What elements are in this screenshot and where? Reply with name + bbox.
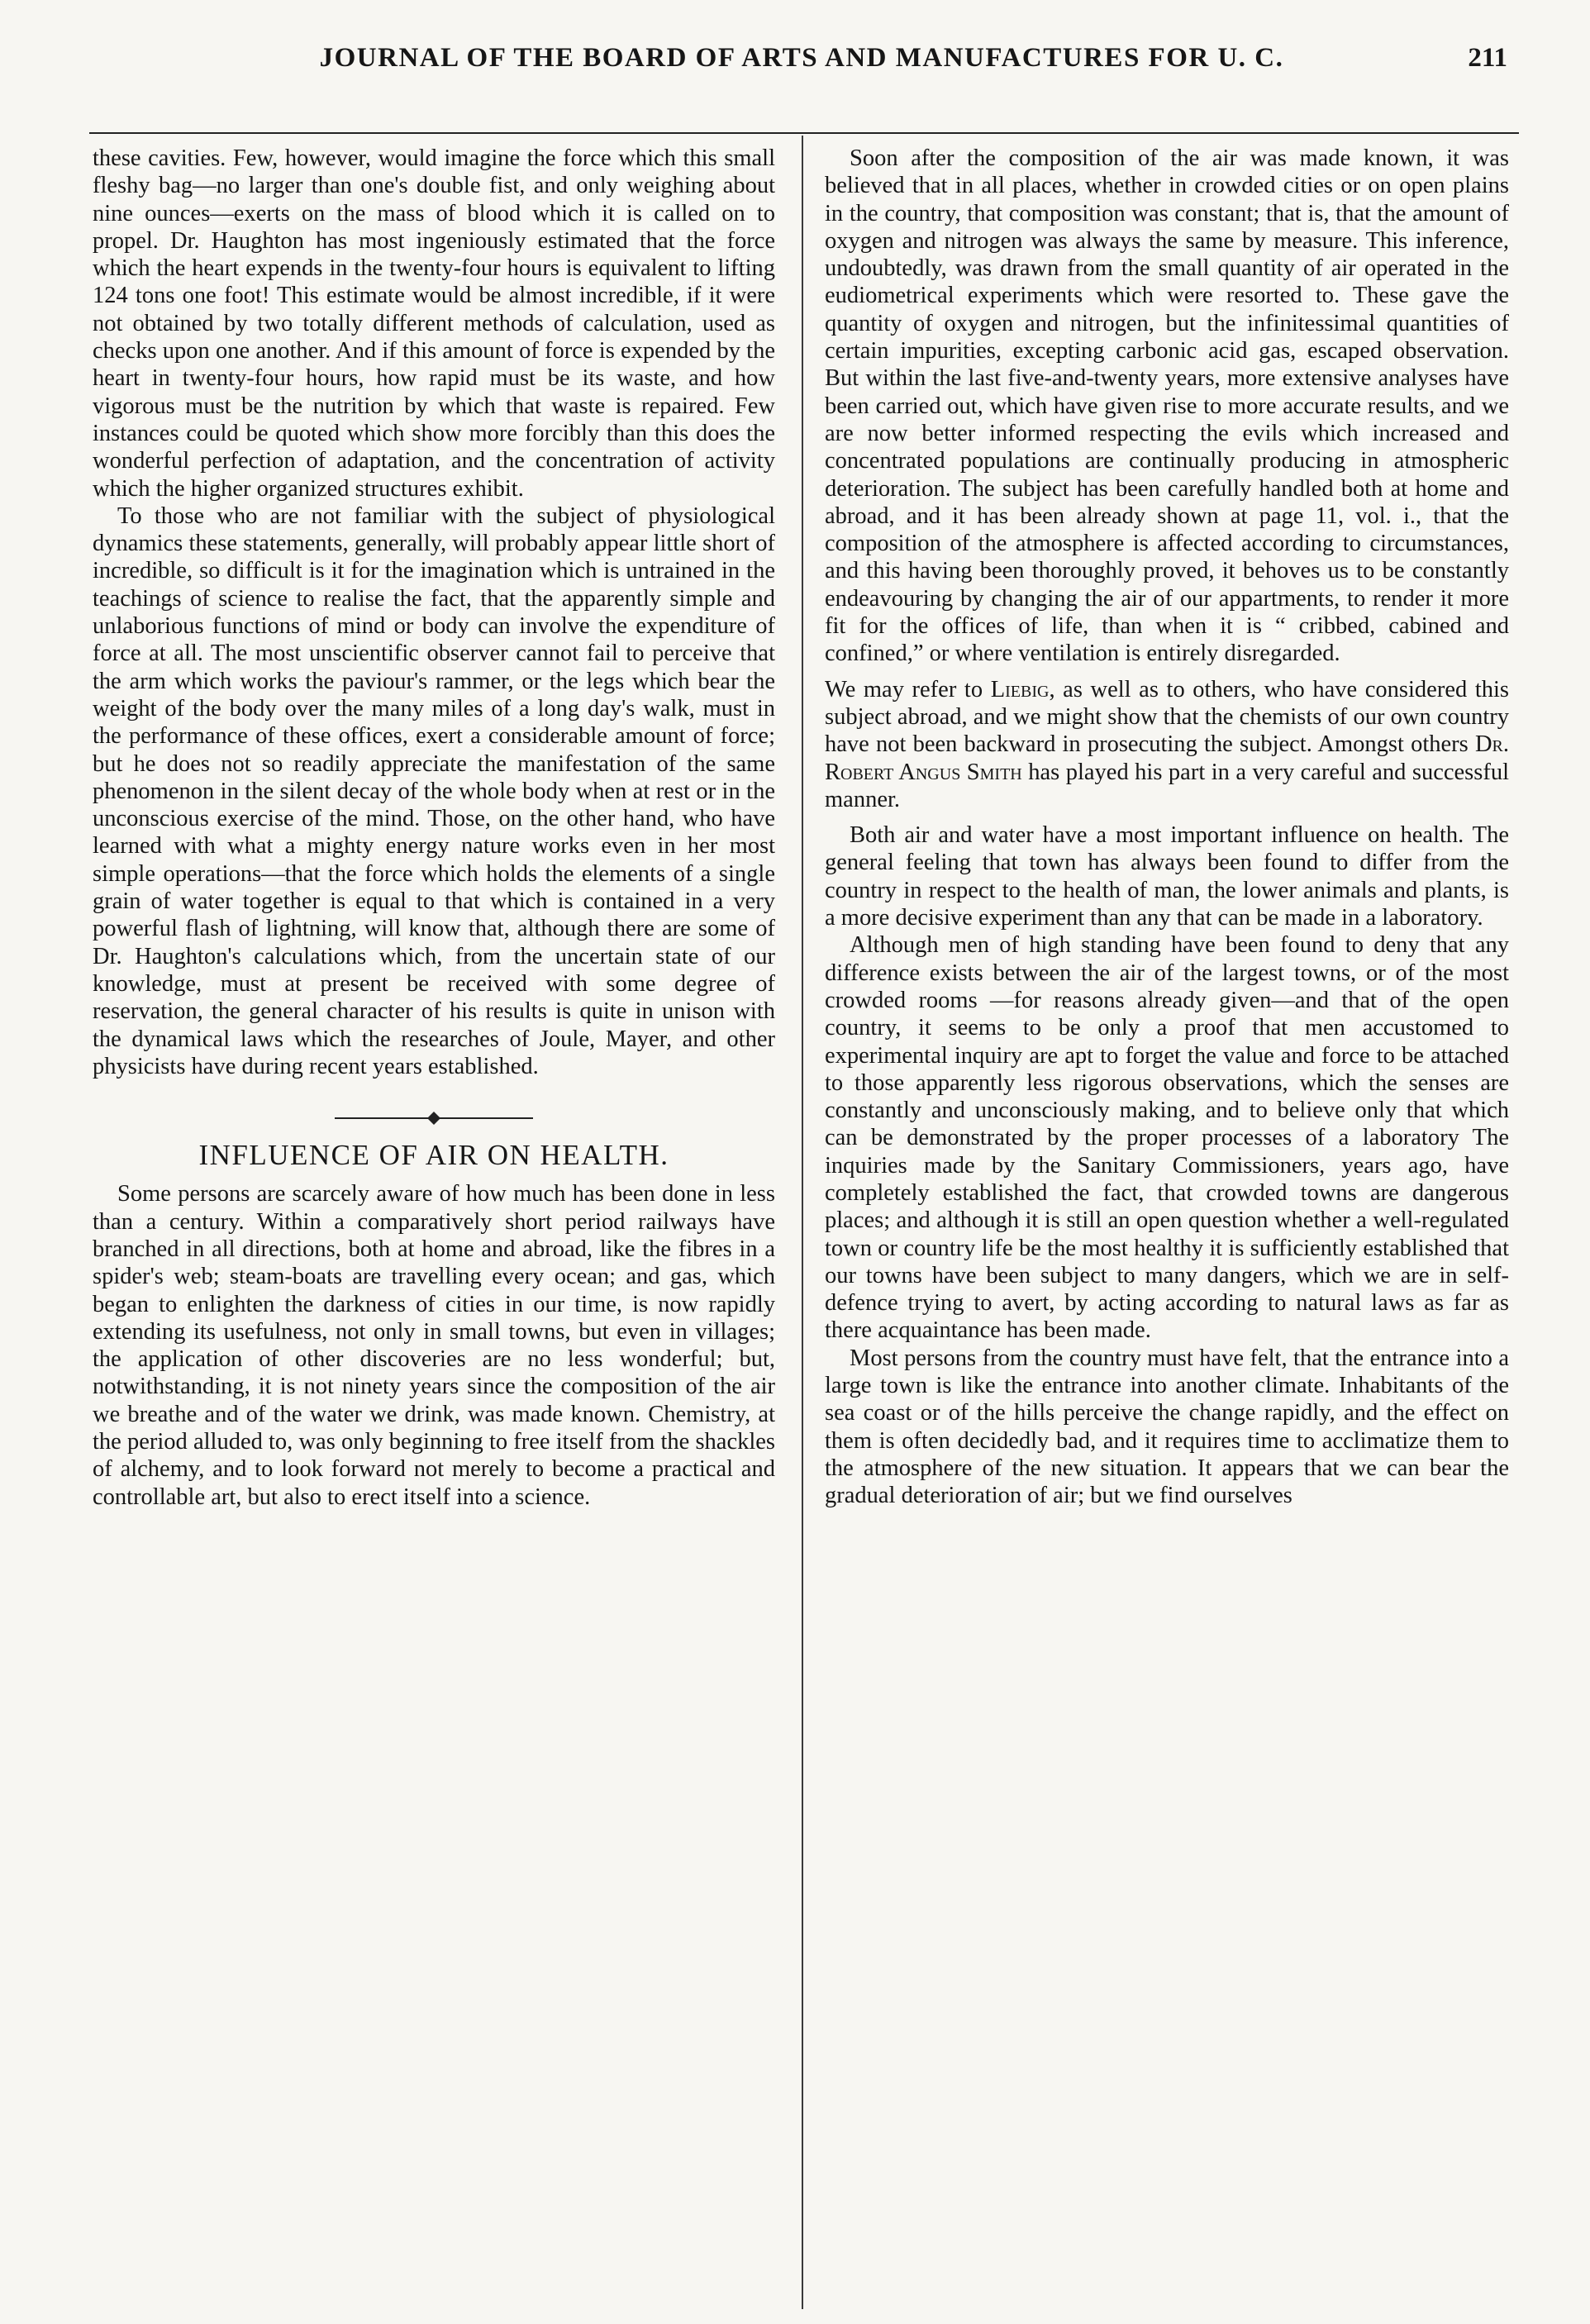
right-paragraph-4: Although men of high standing have been found to deny that any difference exists between the air of the largest towns, or of the most crowded rooms —for reasons already given—and that of the open country, it seems to be only a proof that men accustomed to experimental inquiry are apt to forget the value and force to be attached to those apparently less rigorous observations, which the senses are constantly and unconsciously making, and to believe only that which can be demonstrated by the proper processes of a laboratory The inquiries made by the Sanitary Commissioners, years ago, have completely established the fact, that crowded towns are dangerous places; and although it is still an open question whether a well-regulated town or country life be the most healthy it is sufficiently established that our towns have been subject to many dangers, which we are in self-defence trying to avert, by acting according to natural laws as far as there acquaintance has been made.: [825, 932, 1509, 1344]
header-rule: [89, 132, 1519, 134]
right-paragraph-1: Soon after the composition of the air was made known, it was believed that in all places, whether in crowded cities or on open plains in the country, that composition was constant; that is, that the amount of oxygen and nitrogen was always the same by measure. This inference, undoubtedly, was drawn from the small quantity of air operated in the eudiometrical experiments which were resorted to. These gave the quantity of oxygen and nitrogen, but the infinitessimal quantities of certain impurities, excepting carbonic acid gas, escaped observation. But within the last five-and-twenty years, more extensive analyses have been carried out, which have given rise to more accurate results, and we are now better informed respecting the evils which increased and concentrated populations are continually producing in atmospheric deterioration. The subject has been carefully handled both at home and abroad, and it has been already shown at page 11, vol. i., that the composition of the atmosphere is affected according to circumstances, and this having been thoroughly proved, it behoves us to be constantly endeavouring by changing the air of our appartments, to render it more fit for the offices of life, than when it is “ cribbed, cabined and confined,” or where ventilation is entirely disregarded.: [825, 145, 1509, 667]
right-paragraph-3: Both air and water have a most important influence on health. The general feeling that town has always been found to differ from the country in respect to the health of man, the lower animals and plants, is a more decisive experiment than any that can be made in a laboratory.: [825, 822, 1509, 931]
left-paragraph-2: To those who are not familiar with the subject of physiological dynamics these statements, generally, will probably appear little short of incredible, so difficult is it for the imagination which is untrained in the teachings of science to realise the fact, that the apparently simple and unlaborious functions of mind or body can involve the expenditure of force at all. The most unscientific observer cannot fail to perceive that the arm which works the paviour's rammer, or the legs which bear the weight of the body over the many miles of a long day's walk, must in the performance of these offices, exert a considerable amount of force; but he does not so readily appreciate the manifestation of the same phenomenon in the silent decay of the whole body when at rest or in the unconscious exercise of the mind. Those, on the other hand, who have learned with what a mighty energy nature works even in her most simple operations—that the force which holds the elements of a single grain of water together is equal to that which is contained in a very powerful flash of lightning, will know that, although there are some of Dr. Haughton's calculations which, from the uncertain state of our knowledge, must at present be received with some degree of reservation, the general character of his results is quite in unison with the dynamical laws which the researches of Joule, Mayer, and other physicists have during recent years established.: [93, 502, 775, 1079]
left-paragraph-3: Some persons are scarcely aware of how much has been done in less than a century. Within a comparatively short period railways have branched in all directions, both at home and abroad, like the fibres in a spider's web; steam-boats are travelling every ocean; and gas, which began to enlighten the darkness of cities in our time, is now rapidly extending its usefulness, not only in small towns, but even in villages; the application of other discoveries are no less wonderful; but, notwithstanding, it is not ninety years since the composition of the air we breathe and of the water we drink, was made known. Chemistry, at the period alluded to, was only beginning to free itself from the shackles of alchemy, and to look forward not merely to become a practical and controllable art, but also to erect itself into a science.: [93, 1181, 775, 1510]
paragraph-2-text-b: , as well as to others, who have considered this subject abroad, and we might show that the chemists of our own country have not been backward in prosecuting the subject. Amongst others: [825, 676, 1510, 758]
left-column: [93, 145, 775, 1511]
column-divider: [802, 136, 803, 2309]
name-liebig: Liebig: [990, 676, 1050, 702]
running-header: [99, 43, 1507, 101]
paragraph-2-text-c: has played his part in a very careful and successful manner.: [825, 759, 1509, 812]
name-robert-angus-smith: Dr. Robert Angus Smith: [825, 731, 1509, 785]
section-title: INFLUENCE OF AIR ON HEALTH.: [198, 1139, 669, 1172]
page-number: 211: [1468, 43, 1507, 73]
right-paragraph-5: Most persons from the country must have felt, that the entrance into a large town is like the entrance into another climate. Inhabitants of the sea coast or of the hills perceive the change rapidly, and the effect on them is often decidedly bad, and it requires time to acclimatize them to the atmosphere of the new situation. It appears that we can bear the gradual deterioration of air; but we find ourselves: [825, 1345, 1509, 1509]
right-paragraph-2: [825, 676, 1509, 813]
right-column: [825, 145, 1509, 1510]
journal-title: JOURNAL OF THE BOARD OF ARTS AND MANUFACTURES FOR U. C.: [319, 43, 1284, 73]
section-ornament-rule: [335, 1110, 533, 1126]
left-paragraph-1: these cavities. Few, however, would imagine the force which this small fleshy bag—no larger than one's double fist, and only weighing about nine ounces—exerts on the mass of blood which it is called on to propel. Dr. Haughton has most ingeniously estimated that the force which the heart expends in the twenty-four hours is equivalent to lifting 124 tons one foot! This estimate would be almost incredible, if it were not obtained by two totally different methods of calculation, used as checks upon one another. And if this amount of force is expended by the heart in twenty-four hours, how rapid must be its waste, and how vigorous must be the nutrition by which that waste is repaired. Few instances could be quoted which show more forcibly than this does the wonderful perfection of adaptation, and the concentration of activity which the higher organized structures exhibit.: [93, 145, 775, 502]
paragraph-2-text-a: We may refer to: [825, 676, 991, 702]
